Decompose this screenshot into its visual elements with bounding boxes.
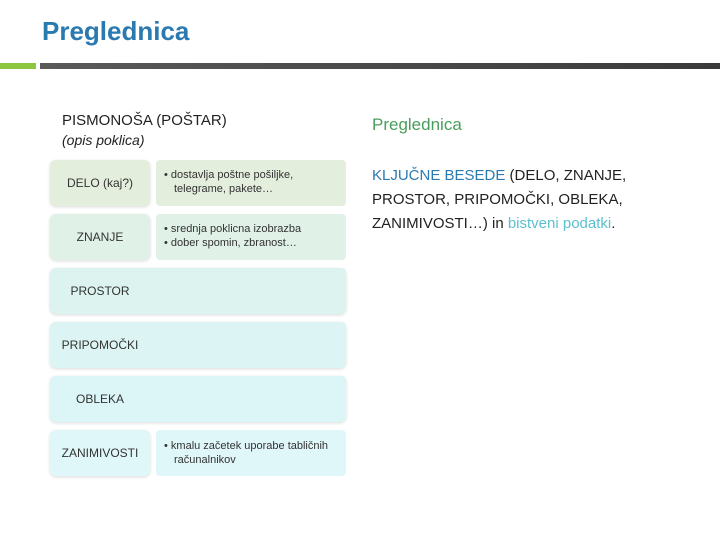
occupation-subheading: (opis poklica) xyxy=(62,132,145,148)
occupation-heading: PISMONOŠA (POŠTAR) xyxy=(62,112,227,129)
content-line: • dostavlja poštne pošiljke, xyxy=(164,169,294,181)
accent-bar-green xyxy=(0,63,36,69)
table-row-pripomocki xyxy=(50,322,346,368)
content-line: • kmalu začetek uporabe tabličnih xyxy=(164,440,329,452)
row-label-prostor: PROSTOR xyxy=(70,284,130,298)
row-label-delo: DELO (kaj?) xyxy=(50,160,150,206)
slide-title: Preglednica xyxy=(42,16,190,46)
table-row-delo xyxy=(50,160,346,206)
content-line: računalnikov xyxy=(174,454,236,466)
row-content-obleka xyxy=(156,376,346,422)
row-label-zanimivosti: ZANIMIVOSTI xyxy=(50,430,150,476)
period: . xyxy=(611,215,616,232)
row-label-pripomocki: PRIPOMOČKI xyxy=(61,338,139,352)
table-row-znanje xyxy=(50,214,346,260)
keywords-list: (DELO, ZNANJE, PROSTOR, PRIPOMOČKI, OBLEKA, ZANIMIVOSTI…) xyxy=(372,167,627,232)
conjunction: in xyxy=(492,215,508,232)
right-description xyxy=(372,164,682,236)
row-content-znanje xyxy=(156,214,346,260)
table-row-zanimivosti xyxy=(50,430,346,476)
content-line: • srednja poklicna izobrazba xyxy=(164,223,302,235)
content-line: telegrame, pakete… xyxy=(174,183,274,195)
keywords-highlight: KLJUČNE BESEDE xyxy=(372,167,506,184)
row-content-prostor xyxy=(156,268,346,314)
table-row-prostor xyxy=(50,268,346,314)
row-label-obleka: OBLEKA xyxy=(75,392,125,406)
right-title: Preglednica xyxy=(372,115,462,134)
accent-bar-dark xyxy=(40,63,720,69)
table-row-obleka xyxy=(50,376,346,422)
key-data-highlight: bistveni podatki xyxy=(507,215,612,232)
content-line: • dober spomin, zbranost… xyxy=(164,237,297,249)
row-content-zanimivosti xyxy=(156,430,346,476)
row-label-znanje: ZNANJE xyxy=(50,214,150,260)
row-content-pripomocki xyxy=(156,322,346,368)
row-content-delo xyxy=(156,160,346,206)
